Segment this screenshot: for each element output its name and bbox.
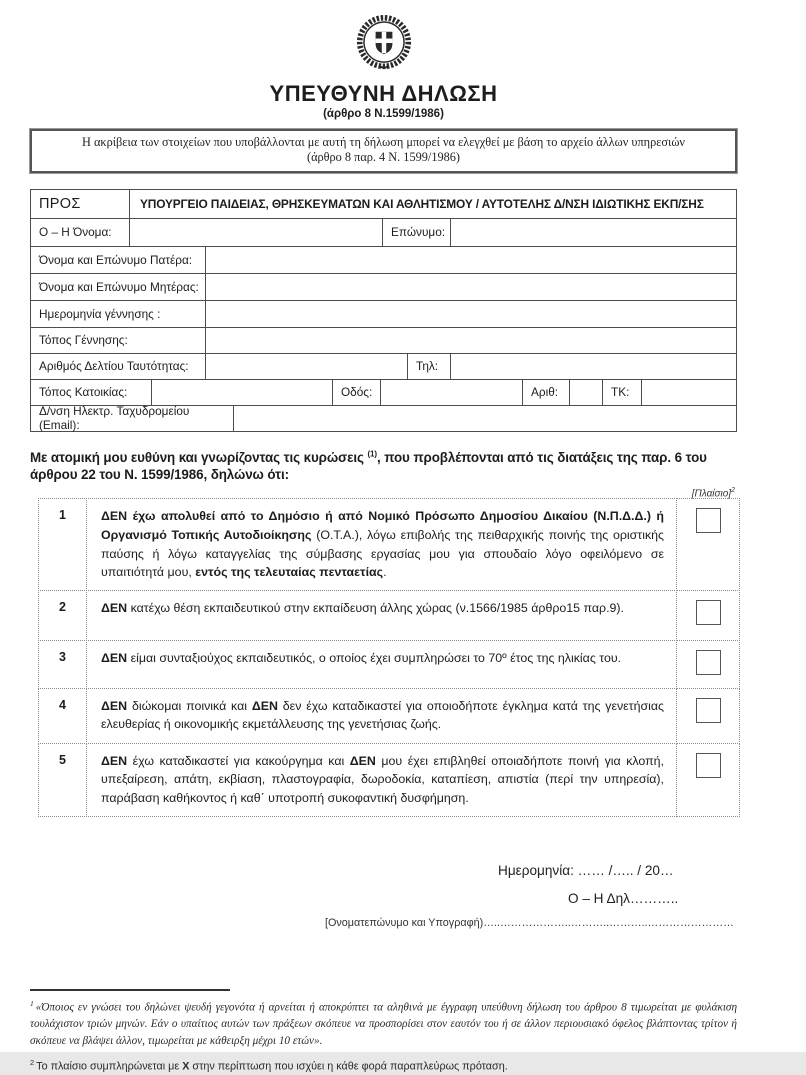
id-number-label: Αριθμός Δελτίου Ταυτότητας:: [30, 353, 206, 380]
item-1-checkbox[interactable]: [696, 508, 721, 533]
name-row: [30, 218, 737, 247]
recipient-label: ΠΡΟΣ: [30, 189, 130, 219]
declaration-item-row-2: [38, 590, 740, 641]
birthplace-input[interactable]: [206, 328, 736, 353]
mother-name-cell: [205, 273, 737, 301]
tel-label: Τηλ:: [407, 353, 451, 380]
email-label: Δ/νση Ηλεκτρ. Ταχυδρομείου (Email):: [30, 405, 234, 432]
item-1-checkbox-cell: [676, 498, 740, 590]
footnote-1: $^1$ «Όποιος εν γνώσει του δηλώνει ψευδή γεγονότα ή αρνείται ή αποκρύπτει τα αληθινά με έγγραφη υπεύθυνη δήλωση του άρθρου 8 τιμωρείται με φυλάκιση τουλάχιστον τριών μηνών. Εάν ο υπαίτιος αυτών των πράξεων σκόπευε να προσπορίσει στον εαυτόν του ή σε άλλον περιουσιακό όφελος βλάπτοντας τρίτον ή σκόπευε να βλάψει άλλον, τιμωρείται με κάθειρξη μέχρι 10 ετών».: [30, 998, 737, 1048]
father-name-cell: [205, 246, 737, 274]
residence-cell: [151, 379, 333, 406]
first-name-cell: [129, 218, 383, 247]
personal-details-table: [30, 189, 737, 432]
street-cell: [380, 379, 523, 406]
residence-input[interactable]: [152, 380, 332, 405]
item-5-text: ΔΕΝ έχω καταδικαστεί για κακούργημα και ΔΕΝ μου έχει επιβληθεί οποιαδήποτε ποινή για κλοπή, υπεξαίρεση, απάτη, εκβίαση, πλαστογραφία, δωροδοκία, καταπίεση, απιστία (περί την υπηρεσία), παράβαση καθήκοντος ή καθ΄ υποτροπή συκοφαντική δυσφήμηση.: [86, 743, 677, 817]
street-label: Οδός:: [332, 379, 381, 406]
street-no-input[interactable]: [570, 380, 602, 405]
id-number-cell: [205, 353, 408, 380]
footnote-divider: [30, 989, 230, 991]
id-number-input[interactable]: [206, 354, 407, 379]
father-name-label: Όνομα και Επώνυμο Πατέρα:: [30, 246, 206, 274]
form-subtitle: (άρθρο 8 Ν.1599/1986): [323, 108, 444, 120]
item-3-text: ΔΕΝ είμαι συνταξιούχος εκπαιδευτικός, ο οποίος έχει συμπληρώσει το 70º έτος της ηλικίας του.: [86, 640, 677, 689]
id-tel-row: [30, 353, 737, 380]
birthplace-label: Τόπος Γέννησης:: [30, 327, 206, 354]
mother-name-label: Όνομα και Επώνυμο Μητέρας:: [30, 273, 206, 301]
street-no-label: Αριθ:: [522, 379, 570, 406]
street-no-cell: [569, 379, 603, 406]
declaration-item-row-4: [38, 688, 740, 744]
form-header: [30, 14, 737, 120]
birthdate-input[interactable]: [206, 301, 736, 327]
item-2-text: ΔΕΝ κατέχω θέση εκπαιδευτικού στην εκπαίδευση άλλης χώρας (ν.1566/1985 άρθρο15 παρ.9).: [86, 590, 677, 641]
declaration-intro: Με ατομική μου ευθύνη και γνωρίζοντας τις κυρώσεις $^{(1)}$, που προβλέπονται από τις διατάξεις της παρ. 6 του άρθρου 22 του Ν. 1599/1986, δηλώνω ότι:: [30, 449, 707, 483]
postcode-label: ΤΚ:: [602, 379, 642, 406]
item-3-number: 3: [38, 640, 87, 689]
street-input[interactable]: [381, 380, 522, 405]
accuracy-notice-box: [30, 129, 737, 173]
item-1-number: 1: [38, 498, 87, 590]
recipient-row: [30, 189, 737, 219]
item-4-text: ΔΕΝ διώκομαι ποινικά και ΔΕΝ δεν έχω καταδικαστεί για οποιοδήποτε έγκλημα κατά της γενετήσιας ελευθερίας ή οικονομικής εκμετάλλευσης της γενετήσιας ζωής.: [86, 688, 677, 744]
surname-input[interactable]: [451, 219, 736, 246]
signature-block: [30, 863, 737, 929]
birthplace-row: [30, 327, 737, 354]
item-5-checkbox-cell: [676, 743, 740, 817]
birthdate-row: [30, 300, 737, 328]
footnote-ref-1: (1): [367, 449, 377, 459]
item-1-text: ΔΕΝ έχω απολυθεί από το Δημόσιο ή από Νομικό Πρόσωπο Δημοσίου Δικαίου (Ν.Π.Δ.Δ.) ή Οργανισμό Τοπικής Αυτοδιοίκησης (Ο.Τ.Α.), λόγω επιβολής της πειθαρχικής ποινής της οριστικής παύσης ή λόγω καταγγελίας της σύμβασης εργασίας μου για σπουδαίο λόγο οφειλόμενο σε υπαιτιότητά μου, εντός της τελευταίας πενταετίας.: [86, 498, 677, 590]
first-name-label: Ο – Η Όνομα:: [30, 218, 130, 247]
notice-line-1: Η ακρίβεια των στοιχείων που υποβάλλονται με αυτή τη δήλωση μπορεί να ελεγχθεί με βάση το αρχείο άλλων υπηρεσιών: [82, 135, 685, 149]
footnote-1-marker: 1: [30, 998, 34, 1008]
name-signature-line[interactable]: [Ονοματεπώνυμο και Υπογραφή)…..………………..………..………..……………………: [325, 916, 734, 929]
declarant-line[interactable]: Ο – Η Δηλ………..: [568, 890, 679, 906]
form-title: ΥΠΕΥΘΥΝΗ ΔΗΛΩΣΗ: [269, 81, 498, 106]
residence-label: Τόπος Κατοικίας:: [30, 379, 152, 406]
item-2-checkbox-cell: [676, 590, 740, 641]
item-5-number: 5: [38, 743, 87, 817]
notice-line-2: (άρθρο 8 παρ. 4 Ν. 1599/1986): [306, 150, 461, 165]
postcode-input[interactable]: [642, 380, 736, 405]
declaration-item-row-1: [38, 498, 740, 590]
first-name-input[interactable]: [130, 219, 382, 246]
father-name-input[interactable]: [206, 247, 736, 273]
birthplace-cell: [205, 327, 737, 354]
item-3-checkbox-cell: [676, 640, 740, 689]
footnote-2: $^2$ Το πλαίσιο συμπληρώνεται με X στην περίπτωση που ισχύει η κάθε φορά παραπλεύρως πρόταση.: [30, 1057, 508, 1073]
email-cell: [233, 405, 737, 432]
greek-coat-of-arms-icon: [356, 14, 412, 77]
recipient-value: ΥΠΟΥΡΓΕΙΟ ΠΑΙΔΕΙΑΣ, ΘΡΗΣΚΕΥΜΑΤΩΝ ΚΑΙ ΑΘΛΗΤΙΣΜΟΥ / ΑΥΤΟΤΕΛΗΣ Δ/ΝΣΗ ΙΔΙΩΤΙΚΗΣ ΕΚΠ/ΣΗΣ: [129, 189, 737, 219]
item-2-number: 2: [38, 590, 87, 641]
residence-row: [30, 379, 737, 406]
declaration-item-row-5: [38, 743, 740, 817]
footnote-2-marker: 2: [30, 1057, 35, 1067]
box-column-header: $[\Pi\lambda\alpha ί\sigma\iota o]^2$: [691, 487, 735, 500]
mother-row: [30, 273, 737, 301]
mother-name-input[interactable]: [206, 274, 736, 300]
declaration-item-row-3: [38, 640, 740, 689]
surname-label: Επώνυμο:: [382, 218, 451, 247]
item-4-number: 4: [38, 688, 87, 744]
item-4-checkbox[interactable]: [696, 698, 721, 723]
item-4-checkbox-cell: [676, 688, 740, 744]
birthdate-label: Ημερομηνία γέννησης :: [30, 300, 206, 328]
tel-cell: [450, 353, 737, 380]
item-5-checkbox[interactable]: [696, 753, 721, 778]
postcode-cell: [641, 379, 737, 406]
footnotes-section: [30, 998, 737, 1075]
item-2-checkbox[interactable]: [696, 600, 721, 625]
surname-cell: [450, 218, 737, 247]
father-row: [30, 246, 737, 274]
tel-input[interactable]: [451, 354, 736, 379]
date-line[interactable]: Ημερομηνία: …… /….. / 20…: [498, 862, 674, 878]
email-row: [30, 405, 737, 432]
declaration-items-table: [38, 498, 740, 816]
email-input[interactable]: [234, 406, 736, 431]
item-3-checkbox[interactable]: [696, 650, 721, 675]
birthdate-cell: [205, 300, 737, 328]
